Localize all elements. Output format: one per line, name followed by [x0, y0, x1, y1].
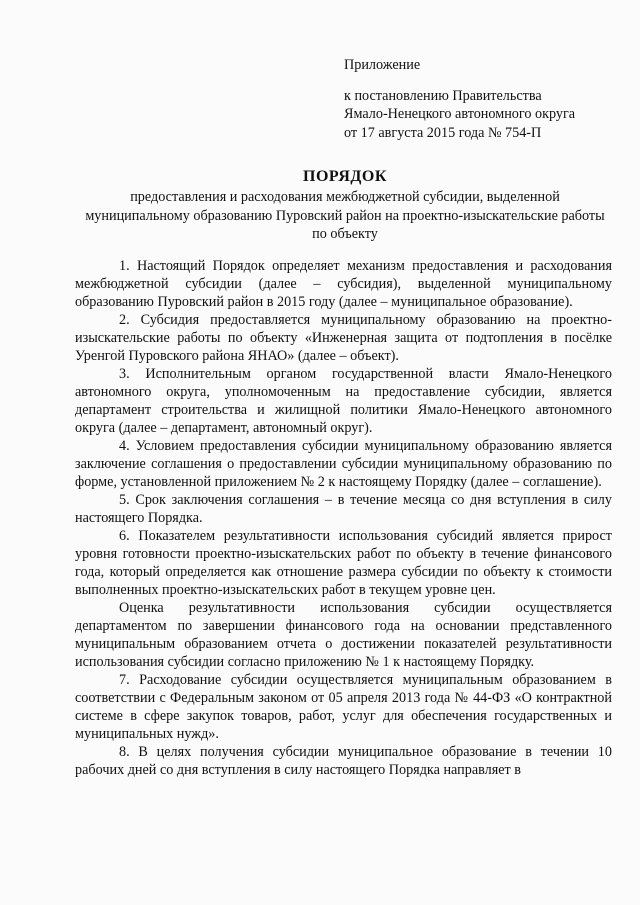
- paragraph: 7. Расходование субсидии осуществляется муниципальным образованием в соответствии с Федеральным законом от 05 апреля 2013 года № 44-ФЗ «О контрактной системе в сфере закупок товаров, работ, услуг для обеспечения государственных и муниципальных нужд».: [75, 672, 612, 742]
- paragraph: Оценка результативности использования субсидии осуществляется департаментом по завершении финансового года на основании представленного муниципальным образованием отчета о достижении показателей результативности использования субсидии согласно приложению № 1 к настоящему Порядку.: [75, 600, 612, 670]
- paragraph: 2. Субсидия предоставляется муниципальному образованию на проектно-изыскательские работы по объекту «Инженерная защита от подтопления в посёлке Уренгой Пуровского района ЯНАО» (далее – объект).: [75, 312, 612, 364]
- paragraph: 8. В целях получения субсидии муниципальное образование в течении 10 рабочих дней со дня вступления в силу настоящего Порядка направляет в: [75, 744, 612, 778]
- document-subtitle: предоставления и расходования межбюджетной субсидии, выделенной муниципальному образованию Пуровский район на проектно-изыскательские работы по объекту: [85, 189, 605, 242]
- document-title: ПОРЯДОК: [303, 168, 387, 185]
- document-heading: [80, 168, 610, 244]
- paragraph: 4. Условием предоставления субсидии муниципальному образованию является заключение соглашения о предоставлении субсидии муниципальному образованию по форме, установленной приложением № 2 к настоящему Порядку (далее – соглашение).: [75, 438, 612, 490]
- paragraph: 3. Исполнительным органом государственной власти Ямало-Ненецкого автономного округа, уполномоченным на предоставление субсидии, является департамент строительства и жилищной политики Ямало-Ненецкого автономного округа (далее – департамент, автономный округ).: [75, 366, 612, 436]
- appendix-line: Ямало-Ненецкого автономного округа: [344, 106, 576, 122]
- paragraph: 5. Срок заключения соглашения – в течение месяца со дня вступления в силу настоящего Порядка.: [75, 492, 612, 526]
- document-body: [75, 257, 612, 779]
- appendix-line: от 17 августа 2015 года № 754-П: [344, 124, 542, 141]
- appendix-line: к постановлению Правительства: [344, 87, 542, 104]
- appendix-title: Приложение: [344, 57, 421, 73]
- paragraph: 1. Настоящий Порядок определяет механизм предоставления и расходования межбюджетной субсидии (далее – субсидия), выделенной муниципальному образованию Пуровский район в 2015 году (далее – муниципальное образование).: [75, 258, 612, 310]
- appendix-block: [344, 56, 614, 142]
- paragraph: 6. Показателем результативности использования субсидий является прирост уровня готовности проектно-изыскательских работ по объекту в течение финансового года, который определяется как отношение размера субсидии по объекту к стоимости выполненных проектно-изыскательских работ в текущем уровне цен.: [75, 528, 612, 598]
